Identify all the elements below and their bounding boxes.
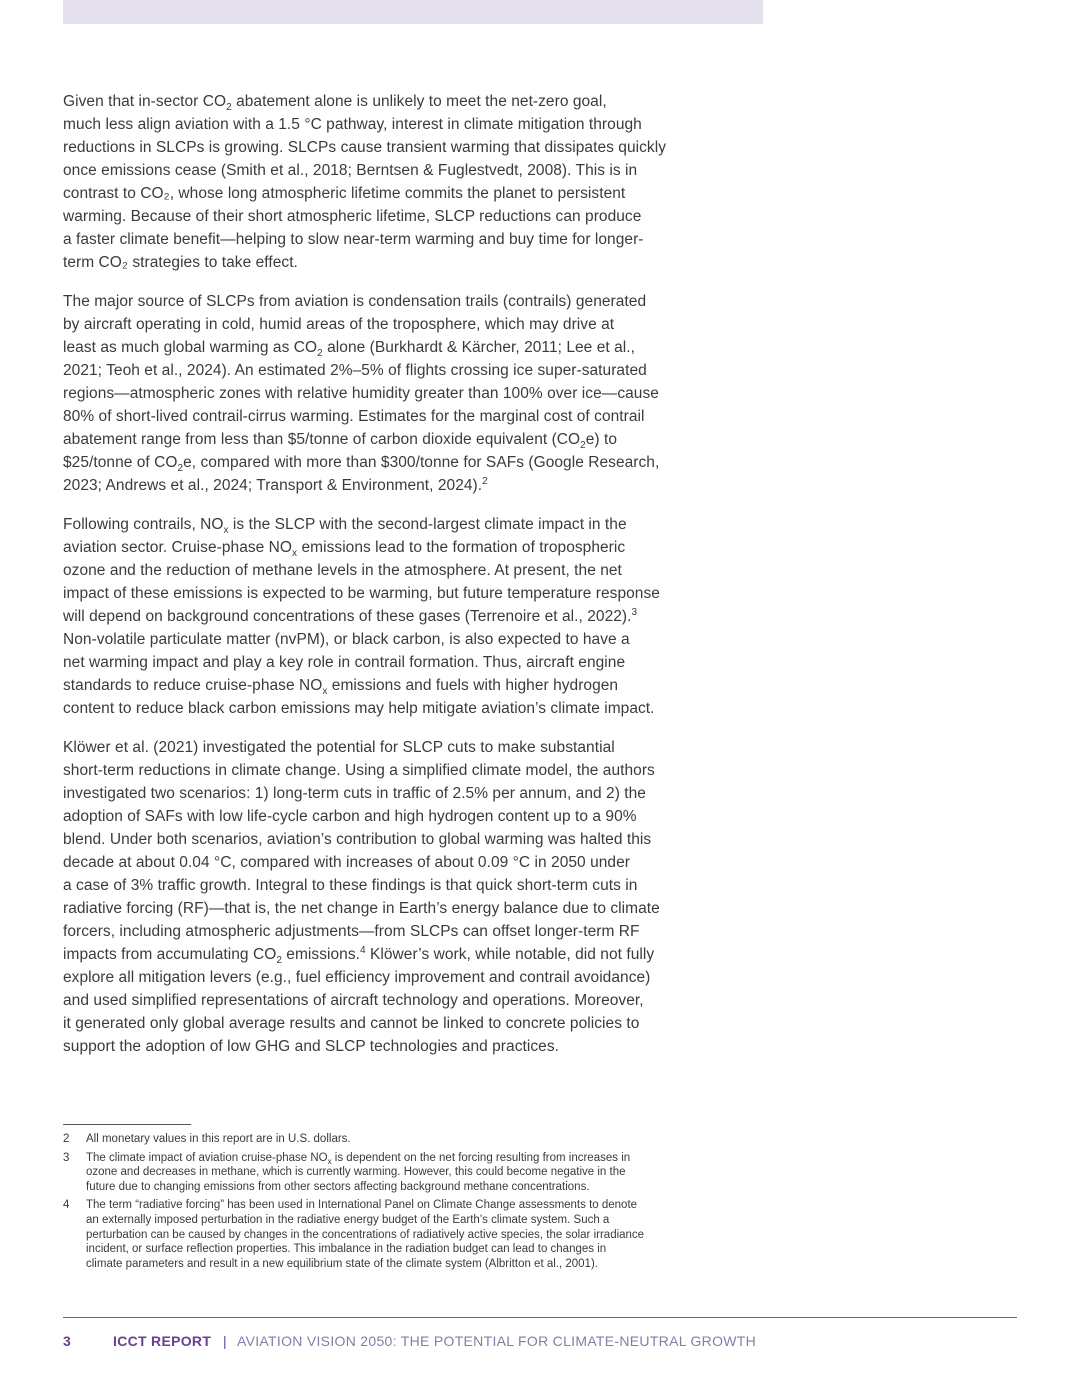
text-line: explore all mitigation levers (e.g., fuel efficiency improvement and contrail avoidance) — [63, 969, 651, 986]
footnote-4 — [63, 1198, 775, 1271]
footnote-divider — [63, 1124, 191, 1125]
text-line: standards to reduce cruise-phase $NO_x$ emissions and fuels with higher hydrogen — [63, 677, 619, 697]
text-line: Given that in-sector $CO_2$ abatement alone is unlikely to meet the net-zero goal, — [63, 93, 607, 113]
text-line: adoption of SAFs with low life-cycle carbon and high hydrogen content up to a 90% — [63, 808, 637, 825]
text-line: short-term reductions in climate change. Using a simplified climate model, the authors — [63, 762, 655, 779]
text-line: forcers, including atmospheric adjustments—from SLCPs can offset longer-term RF — [63, 923, 640, 940]
text-line: term CO₂ strategies to take effect. — [63, 254, 298, 271]
body-text — [63, 90, 763, 1074]
text-line: radiative forcing (RF)—that is, the net change in Earth’s energy balance due to climate — [63, 900, 660, 917]
footer-separator: | — [223, 1333, 227, 1349]
paragraph-3 — [63, 513, 763, 720]
text-line: much less align aviation with a 1.5 °C pathway, interest in climate mitigation through — [63, 116, 642, 133]
footnote-number: 3 — [63, 1151, 70, 1164]
text-line: content to reduce black carbon emissions may help mitigate aviation’s climate impact. — [63, 700, 655, 717]
header-band — [63, 0, 763, 24]
text-line: 2023; Andrews et al., 2024; Transport & Environment, 2024).$^2$ — [63, 476, 488, 494]
text-line: it generated only global average results and cannot be linked to concrete policies to — [63, 1015, 640, 1032]
report-label: ICCT REPORT — [113, 1333, 212, 1349]
text-line: decade at about 0.04 °C, compared with increases of about 0.09 °C in 2050 under — [63, 854, 630, 871]
text-line: incident, or surface reflection properties. This imbalance in the radiation budget can lead to changes in — [86, 1243, 607, 1256]
page-number: 3 — [63, 1333, 72, 1349]
text-line: Klöwer et al. (2021) investigated the potential for SLCP cuts to make substantial — [63, 739, 615, 756]
text-line: an externally imposed perturbation in the radiative energy budget of the Earth’s climate system. Such a — [86, 1213, 610, 1226]
text-line: a faster climate benefit—helping to slow near-term warming and buy time for longer- — [63, 231, 644, 248]
text-line: 2021; Teoh et al., 2024). An estimated 2%–5% of flights crossing ice super-saturated — [63, 362, 647, 379]
text-line: Non-volatile particulate matter (nvPM), or black carbon, is also expected to have a — [63, 631, 630, 648]
text-line: aviation sector. Cruise-phase $NO_x$ emissions lead to the formation of tropospheric — [63, 539, 626, 559]
text-line: Following contrails, $NO_x$ is the SLCP with the second-largest climate impact in the — [63, 516, 627, 536]
footnote-3 — [63, 1151, 775, 1195]
footnote-text — [86, 1132, 775, 1147]
footnote-2 — [63, 1132, 775, 1147]
text-line: support the adoption of low GHG and SLCP technologies and practices. — [63, 1038, 559, 1055]
paragraph-2 — [63, 290, 763, 497]
report-title: AVIATION VISION 2050: THE POTENTIAL FOR CLIMATE-NEUTRAL GROWTH — [237, 1333, 757, 1349]
text-line: once emissions cease (Smith et al., 2018; Berntsen & Fuglestvedt, 2008). This is in — [63, 162, 638, 179]
text-line: will depend on background concentrations of these gases (Terrenoire et al., 2022).$^3$ — [63, 607, 638, 625]
text-line: reductions in SLCPs is growing. SLCPs cause transient warming that dissipates quickly — [63, 139, 666, 156]
text-line: net warming impact and play a key role in contrail formation. Thus, aircraft engine — [63, 654, 626, 671]
footnote-text — [86, 1151, 775, 1195]
footer-divider — [63, 1317, 1017, 1318]
text-line: climate parameters and result in a new equilibrium state of the climate system (Albritton et al., 2001). — [86, 1257, 598, 1270]
text-line: abatement range from less than $5/tonne of carbon dioxide equivalent $(CO_2e)$ to — [63, 431, 618, 451]
text-line: The major source of SLCPs from aviation is condensation trails (contrails) generated — [63, 293, 647, 310]
text-line: The climate impact of aviation cruise-phase $NO_x$ is dependent on the net forcing resulting from increases in — [86, 1151, 631, 1166]
paragraph-1 — [63, 90, 763, 274]
text-line: warming. Because of their short atmospheric lifetime, SLCP reductions can produce — [63, 208, 642, 225]
text-line: The term “radiative forcing” has been used in International Panel on Climate Change assessments to denote — [86, 1199, 638, 1212]
text-line: blend. Under both scenarios, aviation’s contribution to global warming was halted this — [63, 831, 652, 848]
text-line: ozone and decreases in methane, which is currently warming. However, this could become negative in the — [86, 1166, 626, 1179]
paragraph-4 — [63, 736, 763, 1058]
footnotes — [63, 1132, 775, 1275]
text-line: ozone and the reduction of methane levels in the atmosphere. At present, the net — [63, 562, 622, 579]
text-line: future due to changing emissions from other sectors affecting background methane concentrations. — [86, 1180, 590, 1193]
footnote-text — [86, 1198, 775, 1271]
text-line: impacts from accumulating $CO_2$ emissions.$^4$ Klöwer’s work, while notable, did not fully — [63, 945, 655, 966]
footnote-number: 4 — [63, 1199, 70, 1212]
text-line: All monetary values in this report are in U.S. dollars. — [86, 1133, 351, 1145]
text-line: contrast to CO₂, whose long atmospheric lifetime commits the planet to persistent — [63, 185, 626, 202]
text-line: 80% of short-lived contrail-cirrus warming. Estimates for the marginal cost of contrail — [63, 408, 645, 425]
text-line: by aircraft operating in cold, humid areas of the troposphere, which may drive at — [63, 316, 615, 333]
text-line: $25/tonne of $CO_2e$, compared with more than $300/tonne for SAFs (Google Research, — [63, 454, 660, 474]
text-line: investigated two scenarios: 1) long-term cuts in traffic of 2.5% per annum, and 2) the — [63, 785, 646, 802]
footnote-number: 2 — [63, 1133, 70, 1145]
text-line: regions—atmospheric zones with relative humidity greater than 100% over ice—cause — [63, 385, 659, 402]
text-line: and used simplified representations of aircraft technology and operations. Moreover, — [63, 992, 644, 1009]
text-line: least as much global warming as $CO_2$ alone (Burkhardt & Kärcher, 2011; Lee et al., — [63, 339, 635, 359]
text-line: perturbation can be caused by changes in the concentrations of radiatively active species, the solar irradiance — [86, 1228, 645, 1241]
text-line: impact of these emissions is expected to be warming, but future temperature response — [63, 585, 660, 602]
text-line: a case of 3% traffic growth. Integral to these findings is that quick short-term cuts in — [63, 877, 638, 894]
